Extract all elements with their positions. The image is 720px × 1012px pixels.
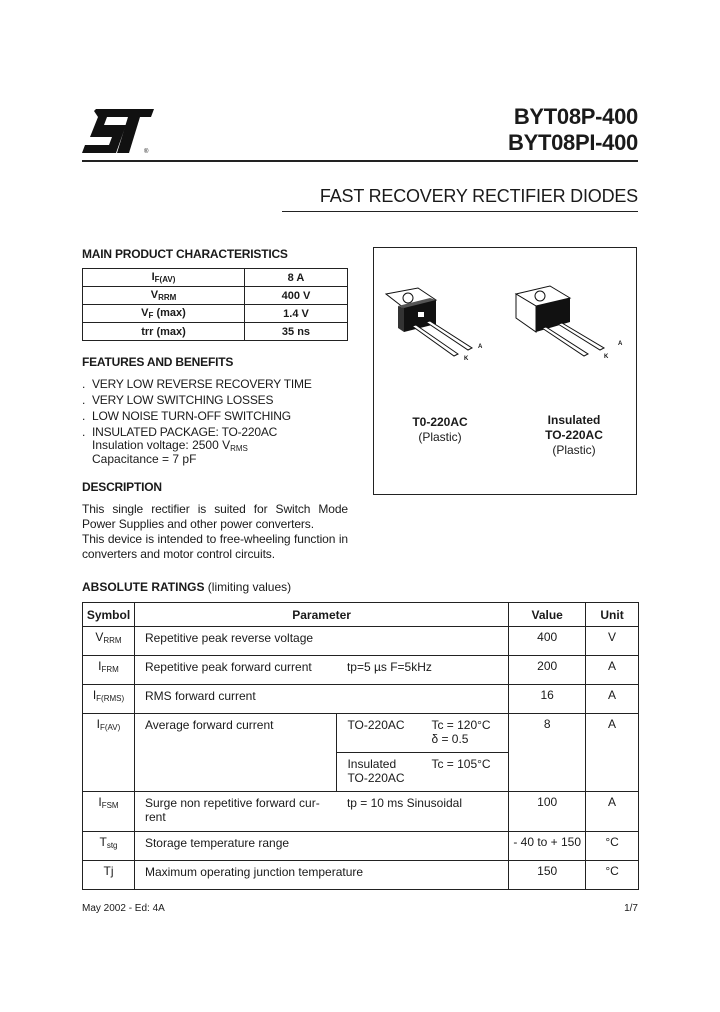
table-row: VRRM Repetitive peak reverse voltage 400 V (83, 627, 639, 656)
description-title: DESCRIPTION (82, 480, 162, 494)
main-chars-table (82, 268, 348, 341)
pin-a-label: A (478, 344, 483, 350)
table-header-row: Symbol Parameter Value Unit (83, 603, 639, 627)
package-1-caption: T0-220AC (Plastic) (412, 415, 468, 444)
feature-item: . VERY LOW REVERSE RECOVERY TIME (82, 377, 312, 391)
feature-item: . VERY LOW SWITCHING LOSSES (82, 393, 274, 407)
package-box (373, 247, 637, 495)
table-row: Tstg Storage temperature range - 40 to + 150 °C (83, 832, 639, 861)
insulated-to220ac-package-drawing (508, 284, 632, 376)
features-title: FEATURES AND BENEFITS (82, 355, 234, 369)
ratings-table (82, 602, 639, 890)
table-row: trr (max) 35 ns (83, 323, 348, 341)
footer-date-edition: May 2002 - Ed: 4A (82, 903, 165, 914)
ratings-title: ABSOLUTE RATINGS (limiting values) (82, 580, 292, 594)
part-number-2: BYT08PI-400 (508, 130, 638, 155)
pin-k-label: K (604, 354, 609, 360)
insulation-voltage: Insulation voltage: 2500 $V_{RMS}$ (92, 438, 248, 453)
footer-page-number: 1/7 (624, 903, 638, 914)
feature-item: . INSULATED PACKAGE: TO-220AC (82, 425, 278, 439)
header-rule (82, 160, 638, 162)
table-row: IFRM Repetitive peak forward current tp=5 µs F=5kHz 200 A (83, 656, 639, 685)
document-subtitle: FAST RECOVERY RECTIFIER DIODES (319, 186, 638, 206)
description-para-1: This single rectifier is suited for Switch Mode Power Supplies and other power converters. (82, 502, 348, 531)
table-row: Insulated Tc = 105°C TO-220AC (83, 753, 639, 792)
pin-k-label: K (464, 356, 469, 362)
table-row: $I_{F(AV)}$ 8 A (83, 269, 348, 287)
table-row: IF(AV) Average forward current TO-220AC Tc = 120°C δ = 0.5 8 A (83, 714, 639, 753)
part-number-1: BYT08P-400 (513, 104, 638, 129)
subtitle-rule (282, 211, 638, 212)
table-row: IF(RMS) RMS forward current 16 A (83, 685, 639, 714)
pin-a-label: A (618, 341, 623, 347)
table-row: $V_{RRM}$ 400 V (83, 287, 348, 305)
feature-item: . LOW NOISE TURN-OFF SWITCHING (82, 409, 291, 423)
main-chars-title: MAIN PRODUCT CHARACTERISTICS (82, 247, 288, 261)
svg-text:®: ® (144, 149, 149, 155)
description-para-2: This device is intended to free-wheeling function in converters and motor control circuits. (82, 532, 348, 561)
to220ac-package-drawing (378, 286, 498, 376)
table-row: Tj Maximum operating junction temperature 150 °C (83, 861, 639, 890)
package-2-caption: Insulated TO-220AC (Plastic) (545, 413, 603, 457)
table-row: $V_F$ (max) 1.4 V (83, 305, 348, 323)
capacitance: Capacitance = 7 pF (92, 452, 197, 466)
st-logo (82, 107, 156, 155)
table-row: IFSM Surge non repetitive forward cur- rent tp = 10 ms Sinusoidal 100 A (83, 792, 639, 832)
